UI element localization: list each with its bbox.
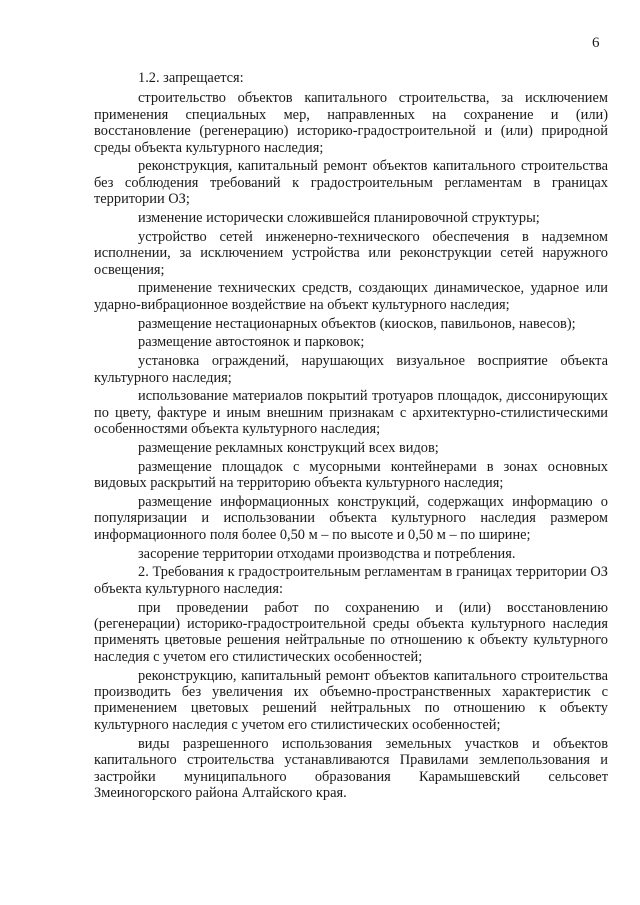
page-number: 6 bbox=[592, 35, 600, 51]
paragraph: применение технических средств, создающих динамическое, ударное или ударно-вибрационное воздействие на объект культурного наследия; bbox=[94, 280, 608, 313]
section-heading: 2. Требования к градостроительным регламентам в границах территории ОЗ объекта культурного наследия: bbox=[94, 564, 608, 597]
paragraph: размещение информационных конструкций, содержащих информацию о популяризации и использовании объекта культурного наследия размером информационного поля более 0,50 м – по высоте и 0,50 м – по ширине; bbox=[94, 494, 608, 543]
paragraph: размещение площадок с мусорными контейнерами в зонах основных видовых раскрытий на территорию объекта культурного наследия; bbox=[94, 458, 608, 492]
paragraph: устройство сетей инженерно-технического обеспечения в надземном исполнении, за исключением устройства или реконструкции сетей наружного освещения; bbox=[94, 228, 608, 278]
paragraph: строительство объектов капитального строительства, за исключением применения специальных мер, направленных на сохранение и (или) восстановление (регенерацию) историко-градостроительной и (или) природной среды объекта культурного наследия; bbox=[94, 90, 608, 156]
paragraph: засорение территории отходами производства и потребления. bbox=[138, 545, 516, 562]
paragraph: размещение нестационарных объектов (киосков, павильонов, навесов); bbox=[138, 315, 576, 332]
paragraph: размещение рекламных конструкций всех видов; bbox=[138, 440, 439, 457]
paragraph: установка ограждений, нарушающих визуальное восприятие объекта культурного наследия; bbox=[94, 353, 608, 386]
document-body bbox=[94, 70, 608, 804]
paragraph: размещение автостоянок и парковок; bbox=[138, 334, 365, 351]
paragraph: реконструкцию, капитальный ремонт объектов капитального строительства производить без увеличения их объемно-пространственных характеристик с применением цветовых решений нейтральных по отношению к объекту культурного наследия с учетом его стилистических особенностей; bbox=[94, 667, 608, 733]
paragraph: виды разрешенного использования земельных участков и объектов капитального строительства устанавливаются Правилами землепользования и застройки муниципального образования Карамышевский сельсовет Змеиногорского района Алтайского края. bbox=[94, 735, 608, 801]
section-heading: 1.2. запрещается: bbox=[138, 70, 244, 86]
paragraph: использование материалов покрытий тротуаров площадок, диссонирующих по цвету, фактуре и иным внешним признакам с архитектурно-стилистическими особенностями объекта культурного наследия; bbox=[94, 388, 608, 438]
paragraph: при проведении работ по сохранению и (или) восстановлению (регенерации) историко-градостроительной среды объекта культурного наследия применять цветовые решения нейтральные по отношению к объекту культурного наследия с учетом его стилистических особенностей; bbox=[94, 599, 608, 665]
paragraph: изменение исторически сложившейся планировочной структуры; bbox=[138, 210, 540, 227]
paragraph: реконструкция, капитальный ремонт объектов капитального строительства без соблюдения требований к градостроительным регламентам в границах территории ОЗ; bbox=[94, 158, 608, 208]
